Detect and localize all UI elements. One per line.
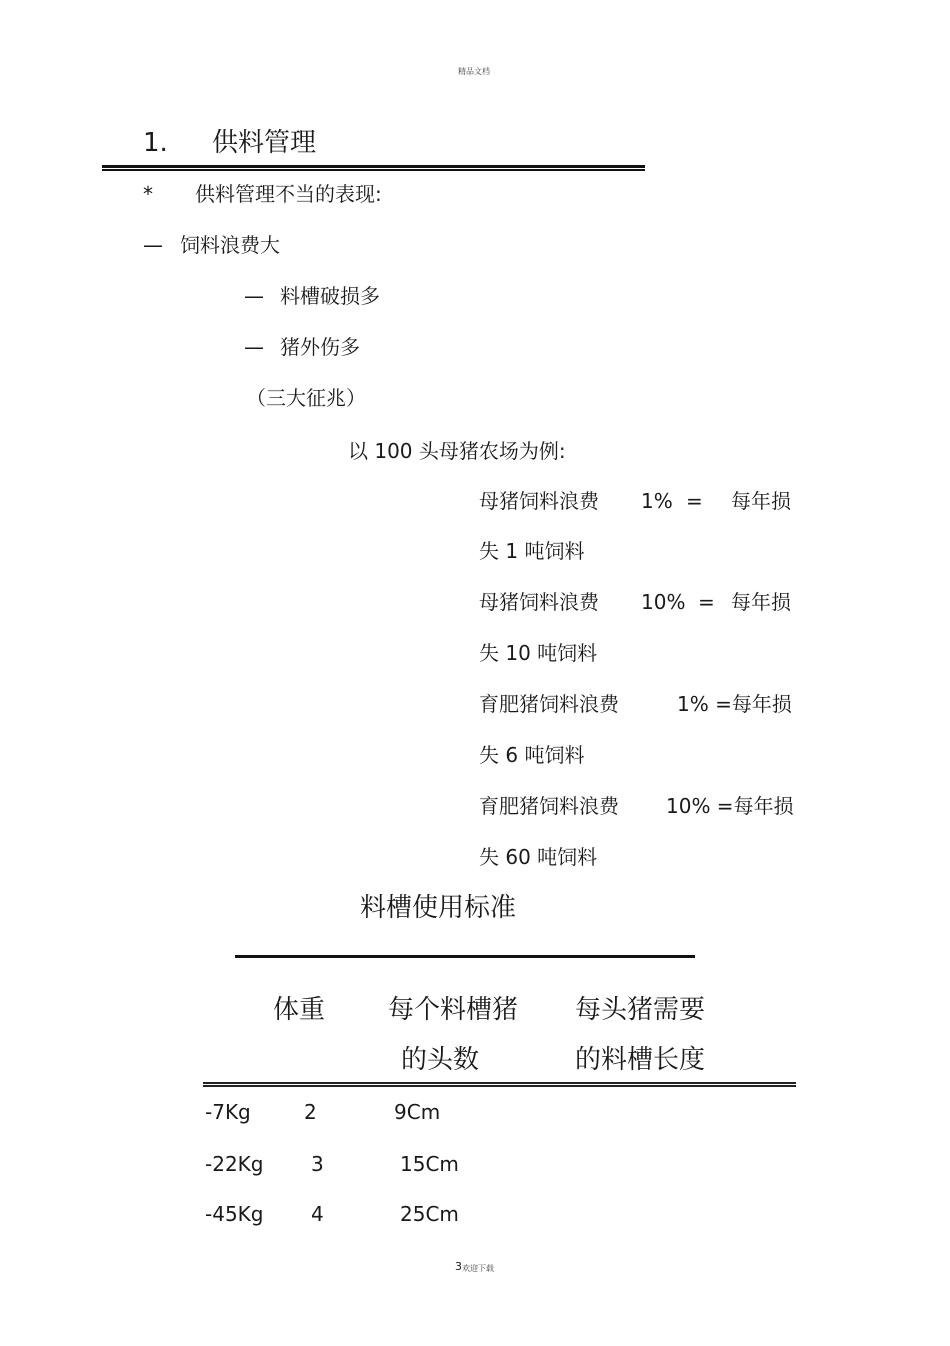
example-row-right: 每年损 (731, 489, 791, 513)
example-row-pct: 1% (641, 489, 673, 513)
table-cell-weight: -45Kg (205, 1202, 264, 1226)
example-row-pct: 10% =每年损 (666, 794, 794, 818)
col-header-weight: 体重 (273, 995, 326, 1025)
example-row-pct: 1% =每年损 (677, 692, 792, 716)
heading-rule (102, 165, 645, 171)
item-feed-waste: 饲料浪费大 (180, 233, 280, 257)
example-row-left: 育肥猪饲料浪费 (479, 692, 619, 716)
page-header: 精品文档 (458, 67, 490, 76)
example-intro: 以 100 头母猪农场为例: (348, 439, 566, 463)
heading-title: 供料管理 (212, 128, 317, 158)
item-trough-damage: 料槽破损多 (280, 284, 380, 308)
example-row-right: 每年损 (731, 590, 791, 614)
heading-number: 1. (143, 128, 168, 158)
example-row-eq: = (686, 489, 703, 513)
table-cell-count: 2 (304, 1100, 317, 1124)
three-signs: （三大征兆） (246, 386, 366, 410)
table-cell-length: 25Cm (400, 1202, 459, 1226)
col-header-pigs-line2: 的头数 (401, 1045, 480, 1075)
item-pig-injury: 猪外伤多 (280, 335, 360, 359)
page-number: 3 (455, 1260, 462, 1273)
example-row-cont: 失 1 吨饲料 (479, 539, 585, 563)
table-cell-length: 15Cm (400, 1152, 459, 1176)
example-row-eq: = (698, 590, 715, 614)
dash-marker: — (244, 335, 264, 359)
page-footer: 欢迎下载 (462, 1264, 494, 1273)
star-text: 供料管理不当的表现: (195, 182, 382, 206)
table-cell-length: 9Cm (394, 1100, 441, 1124)
dash-marker: — (244, 284, 264, 308)
table-cell-count: 3 (311, 1152, 324, 1176)
table-cell-weight: -22Kg (205, 1152, 264, 1176)
dash-marker: — (143, 233, 163, 257)
example-row-pct: 10% (641, 590, 686, 614)
star-marker: * (143, 182, 153, 206)
col-header-length-line1: 每头猪需要 (575, 995, 706, 1025)
table-cell-weight: -7Kg (205, 1100, 251, 1124)
example-row-cont: 失 10 吨饲料 (479, 641, 598, 665)
example-row-left: 母猪饲料浪费 (479, 489, 599, 513)
col-header-pigs-line1: 每个料槽猪 (388, 995, 519, 1025)
trough-title-rule (235, 955, 695, 958)
example-row-cont: 失 60 吨饲料 (479, 845, 598, 869)
example-row-left: 母猪饲料浪费 (479, 590, 599, 614)
example-row-cont: 失 6 吨饲料 (479, 743, 585, 767)
col-header-length-line2: 的料槽长度 (575, 1045, 706, 1075)
table-header-rule (203, 1082, 796, 1087)
trough-title: 料槽使用标准 (360, 893, 517, 923)
table-cell-count: 4 (311, 1202, 324, 1226)
example-row-left: 育肥猪饲料浪费 (479, 794, 619, 818)
